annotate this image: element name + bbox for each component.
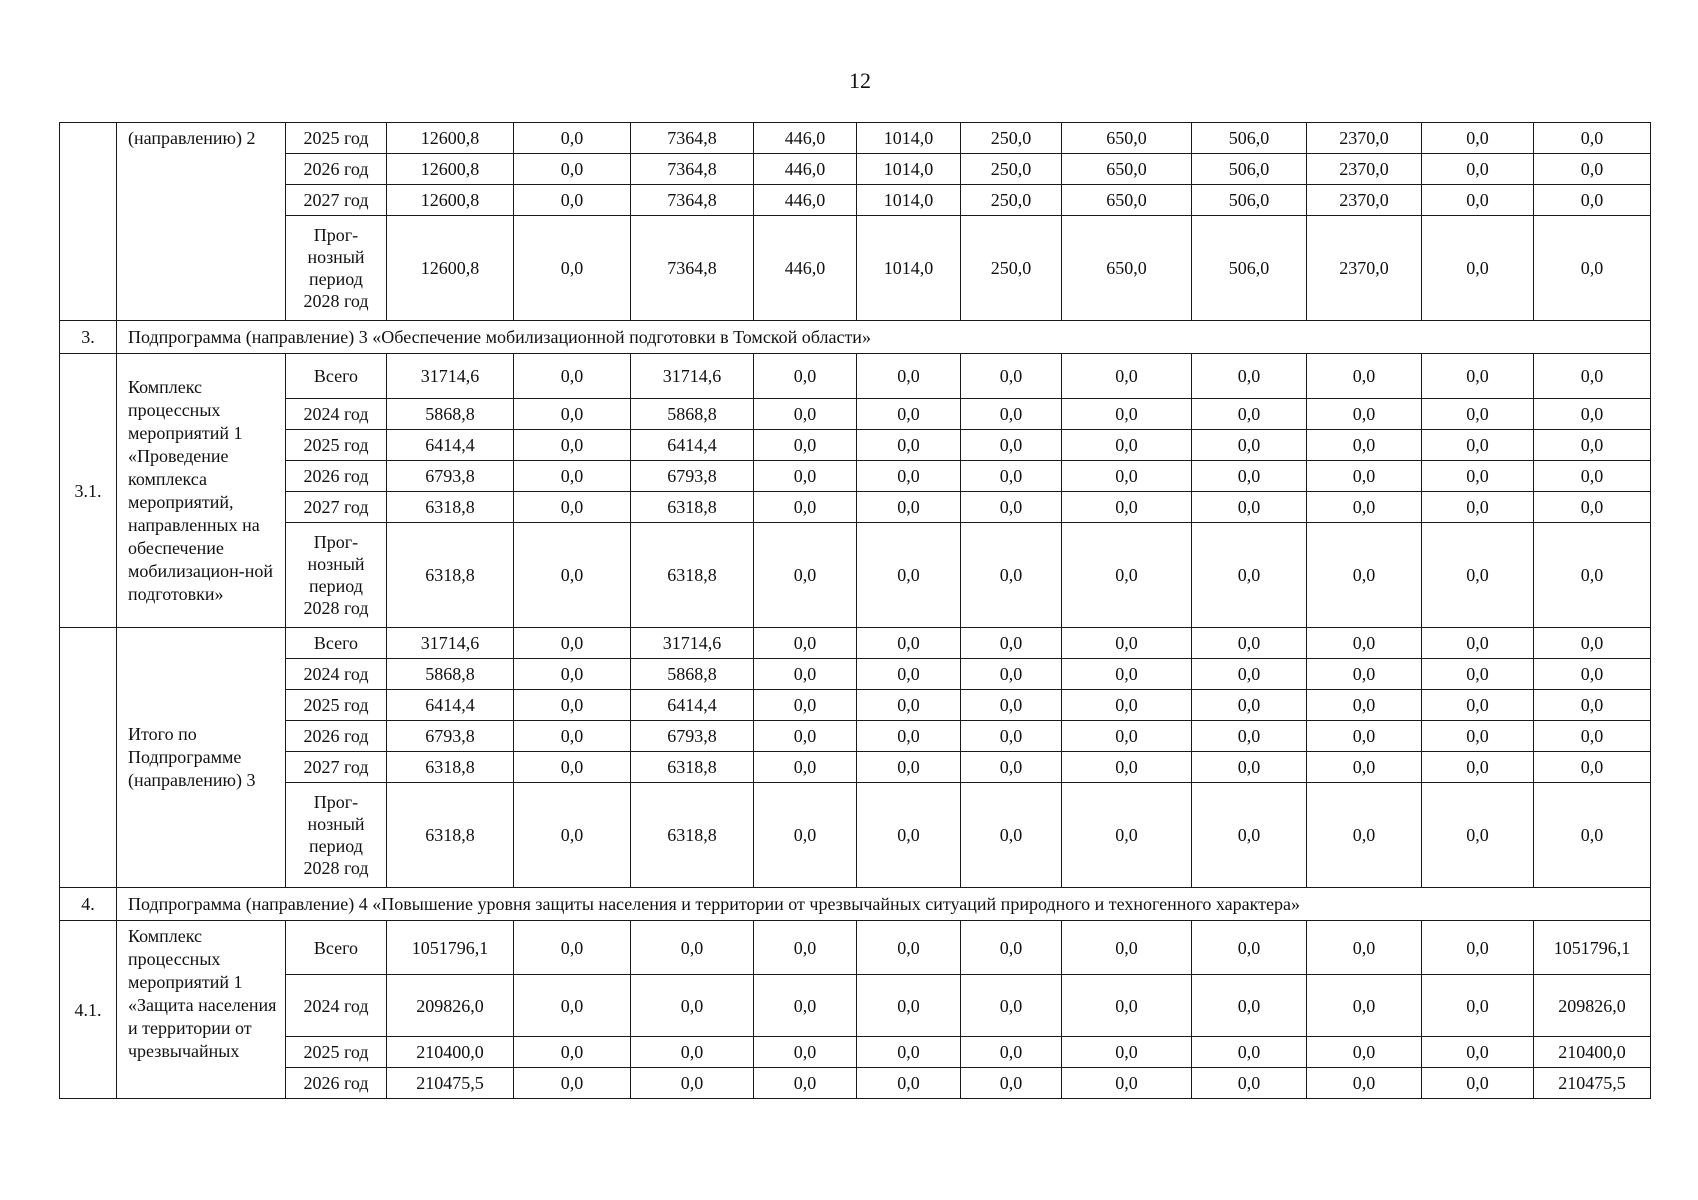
value-cell: 210400,0 [1534,1037,1651,1068]
value-cell: 0,0 [1307,1037,1422,1068]
value-cell: 0,0 [1422,783,1534,888]
value-cell: 446,0 [754,154,857,185]
value-cell: 6318,8 [631,752,754,783]
value-cell: 650,0 [1062,185,1192,216]
value-cell: 1014,0 [857,123,961,154]
value-cell: 209826,0 [387,975,514,1037]
value-cell: 0,0 [961,354,1062,399]
value-cell: 0,0 [1307,430,1422,461]
value-cell: 210400,0 [387,1037,514,1068]
value-cell: 210475,5 [1534,1068,1651,1099]
value-cell: 0,0 [1422,690,1534,721]
value-cell: 0,0 [1534,185,1651,216]
value-cell: 12600,8 [387,123,514,154]
value-cell: 0,0 [857,492,961,523]
value-cell: 0,0 [1534,399,1651,430]
value-cell: 31714,6 [387,628,514,659]
value-cell: 6414,4 [631,430,754,461]
value-cell: 0,0 [514,461,631,492]
value-cell: 0,0 [857,690,961,721]
value-cell: 0,0 [1062,783,1192,888]
value-cell: 0,0 [1534,216,1651,321]
value-cell: 0,0 [1062,975,1192,1037]
period-cell: Прог- нозный период 2028 год [286,783,387,888]
value-cell: 0,0 [1192,783,1307,888]
value-cell: 0,0 [1422,1037,1534,1068]
value-cell: 0,0 [961,752,1062,783]
value-cell: 210475,5 [387,1068,514,1099]
value-cell: 0,0 [1062,430,1192,461]
value-cell: 0,0 [1192,492,1307,523]
table-row [60,659,1651,690]
value-cell: 0,0 [1422,659,1534,690]
table-row [60,461,1651,492]
value-cell: 6318,8 [631,492,754,523]
value-cell: 0,0 [1307,354,1422,399]
value-cell: 446,0 [754,185,857,216]
value-cell: 0,0 [514,975,631,1037]
value-cell: 0,0 [1062,399,1192,430]
value-cell: 0,0 [1192,354,1307,399]
table-row [60,752,1651,783]
value-cell: 0,0 [1307,461,1422,492]
value-cell: 0,0 [1534,628,1651,659]
value-cell: 0,0 [1062,1068,1192,1099]
value-cell: 6793,8 [631,721,754,752]
value-cell: 0,0 [1422,399,1534,430]
table-row [60,354,1651,399]
value-cell: 0,0 [857,783,961,888]
value-cell: 0,0 [1307,752,1422,783]
value-cell: 0,0 [1534,690,1651,721]
value-cell: 0,0 [1192,975,1307,1037]
table-row [60,721,1651,752]
value-cell: 0,0 [754,492,857,523]
value-cell: 0,0 [857,628,961,659]
table-row [60,628,1651,659]
value-cell: 0,0 [1534,783,1651,888]
value-cell: 0,0 [514,752,631,783]
value-cell: 0,0 [1192,659,1307,690]
item-name: Комплекс процессных мероприятий 1 «Защита населения и территории от чрезвычайных [117,921,286,1099]
value-cell: 446,0 [754,216,857,321]
value-cell: 0,0 [1534,492,1651,523]
value-cell: 0,0 [961,721,1062,752]
value-cell: 0,0 [1192,690,1307,721]
value-cell: 0,0 [631,1068,754,1099]
value-cell: 0,0 [857,430,961,461]
value-cell: 0,0 [1062,354,1192,399]
table-row [60,123,1651,154]
value-cell: 0,0 [514,185,631,216]
value-cell: 0,0 [754,354,857,399]
value-cell: 0,0 [961,461,1062,492]
period-cell: 2024 год [286,399,387,430]
value-cell: 12600,8 [387,216,514,321]
value-cell: 1051796,1 [387,921,514,975]
value-cell: 12600,8 [387,185,514,216]
value-cell: 0,0 [514,399,631,430]
value-cell: 7364,8 [631,154,754,185]
value-cell: 0,0 [1192,752,1307,783]
period-cell: 2027 год [286,752,387,783]
value-cell: 650,0 [1062,123,1192,154]
value-cell: 0,0 [754,690,857,721]
table-row [60,492,1651,523]
period-cell: Всего [286,921,387,975]
value-cell: 0,0 [754,1068,857,1099]
value-cell: 0,0 [1422,752,1534,783]
value-cell: 0,0 [754,430,857,461]
period-cell: 2026 год [286,461,387,492]
value-cell: 0,0 [754,721,857,752]
value-cell: 0,0 [631,921,754,975]
period-cell: 2025 год [286,690,387,721]
table-row [60,523,1651,628]
value-cell: 0,0 [1534,430,1651,461]
item-name: (направлению) 2 [117,123,286,321]
value-cell: 0,0 [1192,628,1307,659]
value-cell: 0,0 [1307,628,1422,659]
table-row [60,185,1651,216]
value-cell: 0,0 [1422,628,1534,659]
value-cell: 0,0 [514,721,631,752]
value-cell: 6318,8 [387,523,514,628]
value-cell: 0,0 [754,921,857,975]
value-cell: 0,0 [1422,216,1534,321]
value-cell: 506,0 [1192,185,1307,216]
value-cell: 2370,0 [1307,154,1422,185]
section-title: Подпрограмма (направление) 3 «Обеспечение мобилизационной подготовки в Томской области» [117,321,1651,354]
value-cell: 0,0 [857,752,961,783]
value-cell: 0,0 [754,1037,857,1068]
value-cell: 0,0 [961,659,1062,690]
value-cell: 0,0 [1422,921,1534,975]
section-header-row [60,321,1651,354]
value-cell: 0,0 [1422,461,1534,492]
table-body [60,123,1651,1099]
section-title: Подпрограмма (направление) 4 «Повышение уровня защиты населения и территории от чрезвычайных ситуаций природного и техногенного характера» [117,888,1651,921]
value-cell: 0,0 [961,628,1062,659]
value-cell: 0,0 [1062,921,1192,975]
value-cell: 506,0 [1192,216,1307,321]
value-cell: 0,0 [961,975,1062,1037]
value-cell: 31714,6 [631,628,754,659]
value-cell: 5868,8 [387,399,514,430]
period-cell: 2025 год [286,123,387,154]
value-cell: 0,0 [1422,1068,1534,1099]
value-cell: 1014,0 [857,216,961,321]
period-cell: Прог- нозный период 2028 год [286,523,387,628]
value-cell: 0,0 [754,628,857,659]
table-row [60,975,1651,1037]
page-number: 12 [849,68,871,93]
value-cell: 650,0 [1062,216,1192,321]
value-cell: 0,0 [857,659,961,690]
period-cell: 2025 год [286,430,387,461]
period-cell: 2027 год [286,492,387,523]
section-header-row [60,888,1651,921]
value-cell: 0,0 [514,492,631,523]
value-cell: 0,0 [1534,354,1651,399]
value-cell: 6793,8 [631,461,754,492]
value-cell: 0,0 [514,123,631,154]
period-cell: 2027 год [286,185,387,216]
value-cell: 0,0 [1307,690,1422,721]
value-cell: 12600,8 [387,154,514,185]
value-cell: 1014,0 [857,185,961,216]
table-row [60,783,1651,888]
table-row [60,154,1651,185]
value-cell: 0,0 [514,921,631,975]
period-cell: 2024 год [286,975,387,1037]
value-cell: 0,0 [1534,154,1651,185]
value-cell: 6414,4 [631,690,754,721]
value-cell: 2370,0 [1307,216,1422,321]
value-cell: 0,0 [1062,752,1192,783]
value-cell: 250,0 [961,123,1062,154]
section-number: 4. [60,888,117,921]
value-cell: 6318,8 [387,492,514,523]
period-cell: 2025 год [286,1037,387,1068]
value-cell: 0,0 [857,523,961,628]
value-cell: 6318,8 [631,523,754,628]
value-cell: 0,0 [857,1068,961,1099]
value-cell: 0,0 [1307,492,1422,523]
value-cell: 0,0 [514,216,631,321]
value-cell: 0,0 [631,975,754,1037]
value-cell: 6318,8 [387,752,514,783]
item-number [60,628,117,888]
value-cell: 6318,8 [631,783,754,888]
value-cell: 0,0 [1534,721,1651,752]
value-cell: 7364,8 [631,185,754,216]
table-row [60,216,1651,321]
value-cell: 0,0 [1422,492,1534,523]
value-cell: 0,0 [1192,721,1307,752]
value-cell: 0,0 [1307,1068,1422,1099]
value-cell: 0,0 [961,492,1062,523]
value-cell: 0,0 [1307,399,1422,430]
value-cell: 0,0 [514,783,631,888]
value-cell: 0,0 [961,783,1062,888]
value-cell: 0,0 [514,659,631,690]
value-cell: 0,0 [514,1037,631,1068]
value-cell: 1051796,1 [1534,921,1651,975]
value-cell: 0,0 [1422,154,1534,185]
value-cell: 5868,8 [631,659,754,690]
value-cell: 0,0 [857,399,961,430]
value-cell: 0,0 [1062,659,1192,690]
value-cell: 0,0 [754,752,857,783]
item-name: Итого по Подпрограмме (направлению) 3 [117,628,286,888]
value-cell: 5868,8 [631,399,754,430]
value-cell: 0,0 [1192,461,1307,492]
item-number [60,123,117,321]
value-cell: 0,0 [1192,1068,1307,1099]
period-cell: 2024 год [286,659,387,690]
value-cell: 0,0 [1062,690,1192,721]
table-row [60,690,1651,721]
value-cell: 0,0 [857,354,961,399]
value-cell: 0,0 [1307,721,1422,752]
table-row [60,1037,1651,1068]
value-cell: 6793,8 [387,721,514,752]
value-cell: 0,0 [1307,659,1422,690]
period-cell: Прог- нозный период 2028 год [286,216,387,321]
value-cell: 446,0 [754,123,857,154]
value-cell: 0,0 [514,1068,631,1099]
value-cell: 0,0 [1534,659,1651,690]
value-cell: 250,0 [961,185,1062,216]
period-cell: 2026 год [286,1068,387,1099]
value-cell: 6414,4 [387,430,514,461]
period-cell: 2026 год [286,154,387,185]
item-number: 4.1. [60,921,117,1099]
value-cell: 31714,6 [631,354,754,399]
value-cell: 0,0 [1307,783,1422,888]
value-cell: 0,0 [961,1068,1062,1099]
value-cell: 0,0 [1307,921,1422,975]
value-cell: 7364,8 [631,123,754,154]
value-cell: 0,0 [1192,921,1307,975]
table-row [60,430,1651,461]
value-cell: 0,0 [514,430,631,461]
period-cell: Всего [286,628,387,659]
value-cell: 0,0 [1534,752,1651,783]
value-cell: 0,0 [1307,975,1422,1037]
value-cell: 0,0 [1062,461,1192,492]
value-cell: 0,0 [1534,523,1651,628]
value-cell: 0,0 [857,921,961,975]
value-cell: 31714,6 [387,354,514,399]
budget-table [59,122,1651,1099]
value-cell: 506,0 [1192,123,1307,154]
section-number: 3. [60,321,117,354]
value-cell: 0,0 [754,461,857,492]
value-cell: 0,0 [857,721,961,752]
value-cell: 6318,8 [387,783,514,888]
value-cell: 0,0 [857,1037,961,1068]
value-cell: 0,0 [1422,721,1534,752]
value-cell: 506,0 [1192,154,1307,185]
value-cell: 0,0 [631,1037,754,1068]
value-cell: 0,0 [961,1037,1062,1068]
value-cell: 0,0 [857,461,961,492]
value-cell: 0,0 [514,354,631,399]
value-cell: 0,0 [514,154,631,185]
table-row [60,1068,1651,1099]
value-cell: 0,0 [961,399,1062,430]
value-cell: 5868,8 [387,659,514,690]
item-number: 3.1. [60,354,117,628]
value-cell: 0,0 [514,523,631,628]
value-cell: 0,0 [1422,185,1534,216]
value-cell: 0,0 [1534,461,1651,492]
value-cell: 0,0 [961,430,1062,461]
value-cell: 0,0 [1534,123,1651,154]
value-cell: 0,0 [754,399,857,430]
value-cell: 0,0 [754,523,857,628]
value-cell: 0,0 [1422,123,1534,154]
value-cell: 0,0 [754,975,857,1037]
value-cell: 0,0 [1062,721,1192,752]
value-cell: 0,0 [1062,492,1192,523]
value-cell: 0,0 [1062,628,1192,659]
value-cell: 250,0 [961,216,1062,321]
value-cell: 0,0 [857,975,961,1037]
value-cell: 2370,0 [1307,185,1422,216]
value-cell: 6414,4 [387,690,514,721]
item-name: Комплекс процессных мероприятий 1 «Проведение комплекса мероприятий, направленных на обеспечение мобилизацион-ной подготовки» [117,354,286,628]
value-cell: 0,0 [514,690,631,721]
value-cell: 0,0 [1422,975,1534,1037]
period-cell: Всего [286,354,387,399]
value-cell: 0,0 [1422,430,1534,461]
value-cell: 650,0 [1062,154,1192,185]
value-cell: 6793,8 [387,461,514,492]
table-row [60,921,1651,975]
value-cell: 0,0 [961,921,1062,975]
value-cell: 0,0 [961,523,1062,628]
value-cell: 0,0 [514,628,631,659]
value-cell: 0,0 [754,659,857,690]
value-cell: 2370,0 [1307,123,1422,154]
value-cell: 0,0 [1192,1037,1307,1068]
value-cell: 0,0 [1192,430,1307,461]
value-cell: 0,0 [1422,523,1534,628]
value-cell: 0,0 [754,783,857,888]
value-cell: 0,0 [1307,523,1422,628]
value-cell: 209826,0 [1534,975,1651,1037]
value-cell: 0,0 [1192,399,1307,430]
value-cell: 0,0 [1062,523,1192,628]
value-cell: 7364,8 [631,216,754,321]
value-cell: 1014,0 [857,154,961,185]
value-cell: 0,0 [1192,523,1307,628]
table-row [60,399,1651,430]
value-cell: 0,0 [961,690,1062,721]
value-cell: 0,0 [1422,354,1534,399]
value-cell: 0,0 [1062,1037,1192,1068]
value-cell: 250,0 [961,154,1062,185]
period-cell: 2026 год [286,721,387,752]
